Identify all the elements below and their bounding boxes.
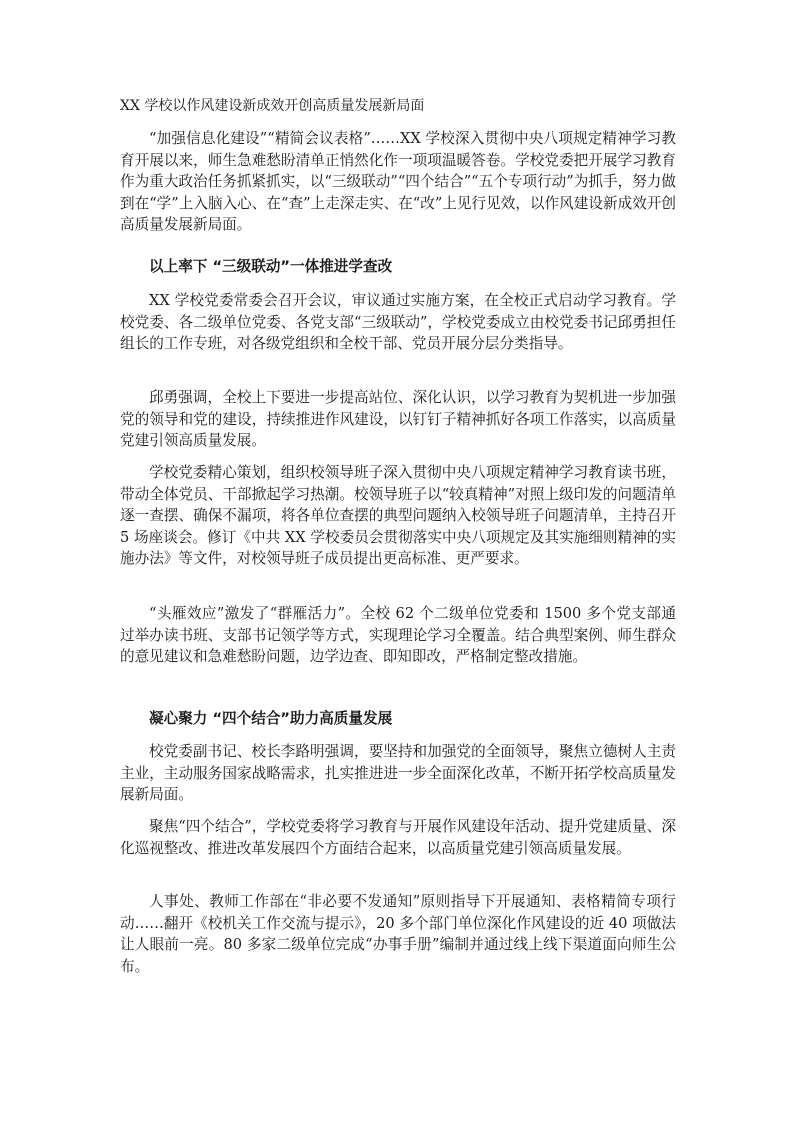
section-1-paragraph-2: 邱勇强调，全校上下要进一步提高站位、深化认识，以学习教育为契机进一步加强党的领导和党的建设，持续推进作风建设，以钉钉子精神抓好各项工作落实，以高质量党建引领高质量发展。 — [120, 389, 676, 450]
section-2-paragraph-3: 人事处、教师工作部在“非必要不发通知”原则指导下开展通知、表格精简专项行动……翻开《校机关工作交流与提示》，20 多个部门单位深化作风建设的近 40 项做法让人眼前一亮。80 多家二级单位完成“办事手册”编制并通过线上线下渠道面向师生公布。 — [120, 893, 676, 975]
section-1-paragraph-4: “头雁效应”激发了“群雁活力”。全校 62 个二级单位党委和 1500 多个党支部通过举办读书班、支部书记领学等方式，实现理论学习全覆盖。结合典型案例、师生群众的意见建议和急难愁盼问题，边学边查、即知即改，严格制定整改措施。 — [120, 605, 676, 666]
section-1-paragraph-3: 学校党委精心策划，组织校领导班子深入贯彻中央八项规定精神学习教育读书班，带动全体党员、干部掀起学习热潮。校领导班子以“较真精神”对照上级印发的问题清单逐一查摆、确保不漏项，将各单位查摆的典型问题纳入校领导班子问题清单，主持召开 5 场座谈会。修订《中共 XX 学校委员会贯彻落实中央八项规定及其实施细则精神的实施办法》等文件，对校领导班子成员提出更高标准、更严要求。 — [120, 464, 676, 568]
section-1-heading: 以上率下 “三级联动”一体推进学查改 — [149, 258, 393, 275]
section-2-paragraph-1: 校党委副书记、校长李路明强调，要坚持和加强党的全面领导，聚焦立德树人主责主业，主动服务国家战略需求，扎实推进进一步全面深化改革，不断开拓学校高质量发展新局面。 — [120, 743, 676, 804]
document-title: XX 学校以作风建设新成效开创高质量发展新局面 — [120, 98, 425, 114]
section-1-paragraph-1: XX 学校党委常委会召开会议，审议通过实施方案，在全校正式启动学习教育。学校党委、各二级单位党委、各党支部“三级联动”，学校党委成立由校党委书记邱勇担任组长的工作专班，对各级党组织和全校干部、党员开展分层分类指导。 — [120, 292, 676, 353]
section-2-paragraph-2: 聚焦“四个结合”，学校党委将学习教育与开展作风建设年活动、提升党建质量、深化巡视整改、推进改革发展四个方面结合起来，以高质量党建引领高质量发展。 — [120, 818, 676, 857]
intro-paragraph: “加强信息化建设”“精简会议表格”……XX 学校深入贯彻中央八项规定精神学习教育开展以来，师生急难愁盼清单正悄然化作一项项温暖答卷。学校党委把开展学习教育作为重大政治任务抓紧抓实，以“三级联动”“四个结合”“五个专项行动”为抓手，努力做到在“学”上入脑入心、在“查”上走深走实、在“改”上见行见效，以作风建设新成效开创高质量发展新局面。 — [120, 130, 676, 234]
section-2-heading: 凝心聚力 “四个结合”助力高质量发展 — [149, 710, 393, 727]
